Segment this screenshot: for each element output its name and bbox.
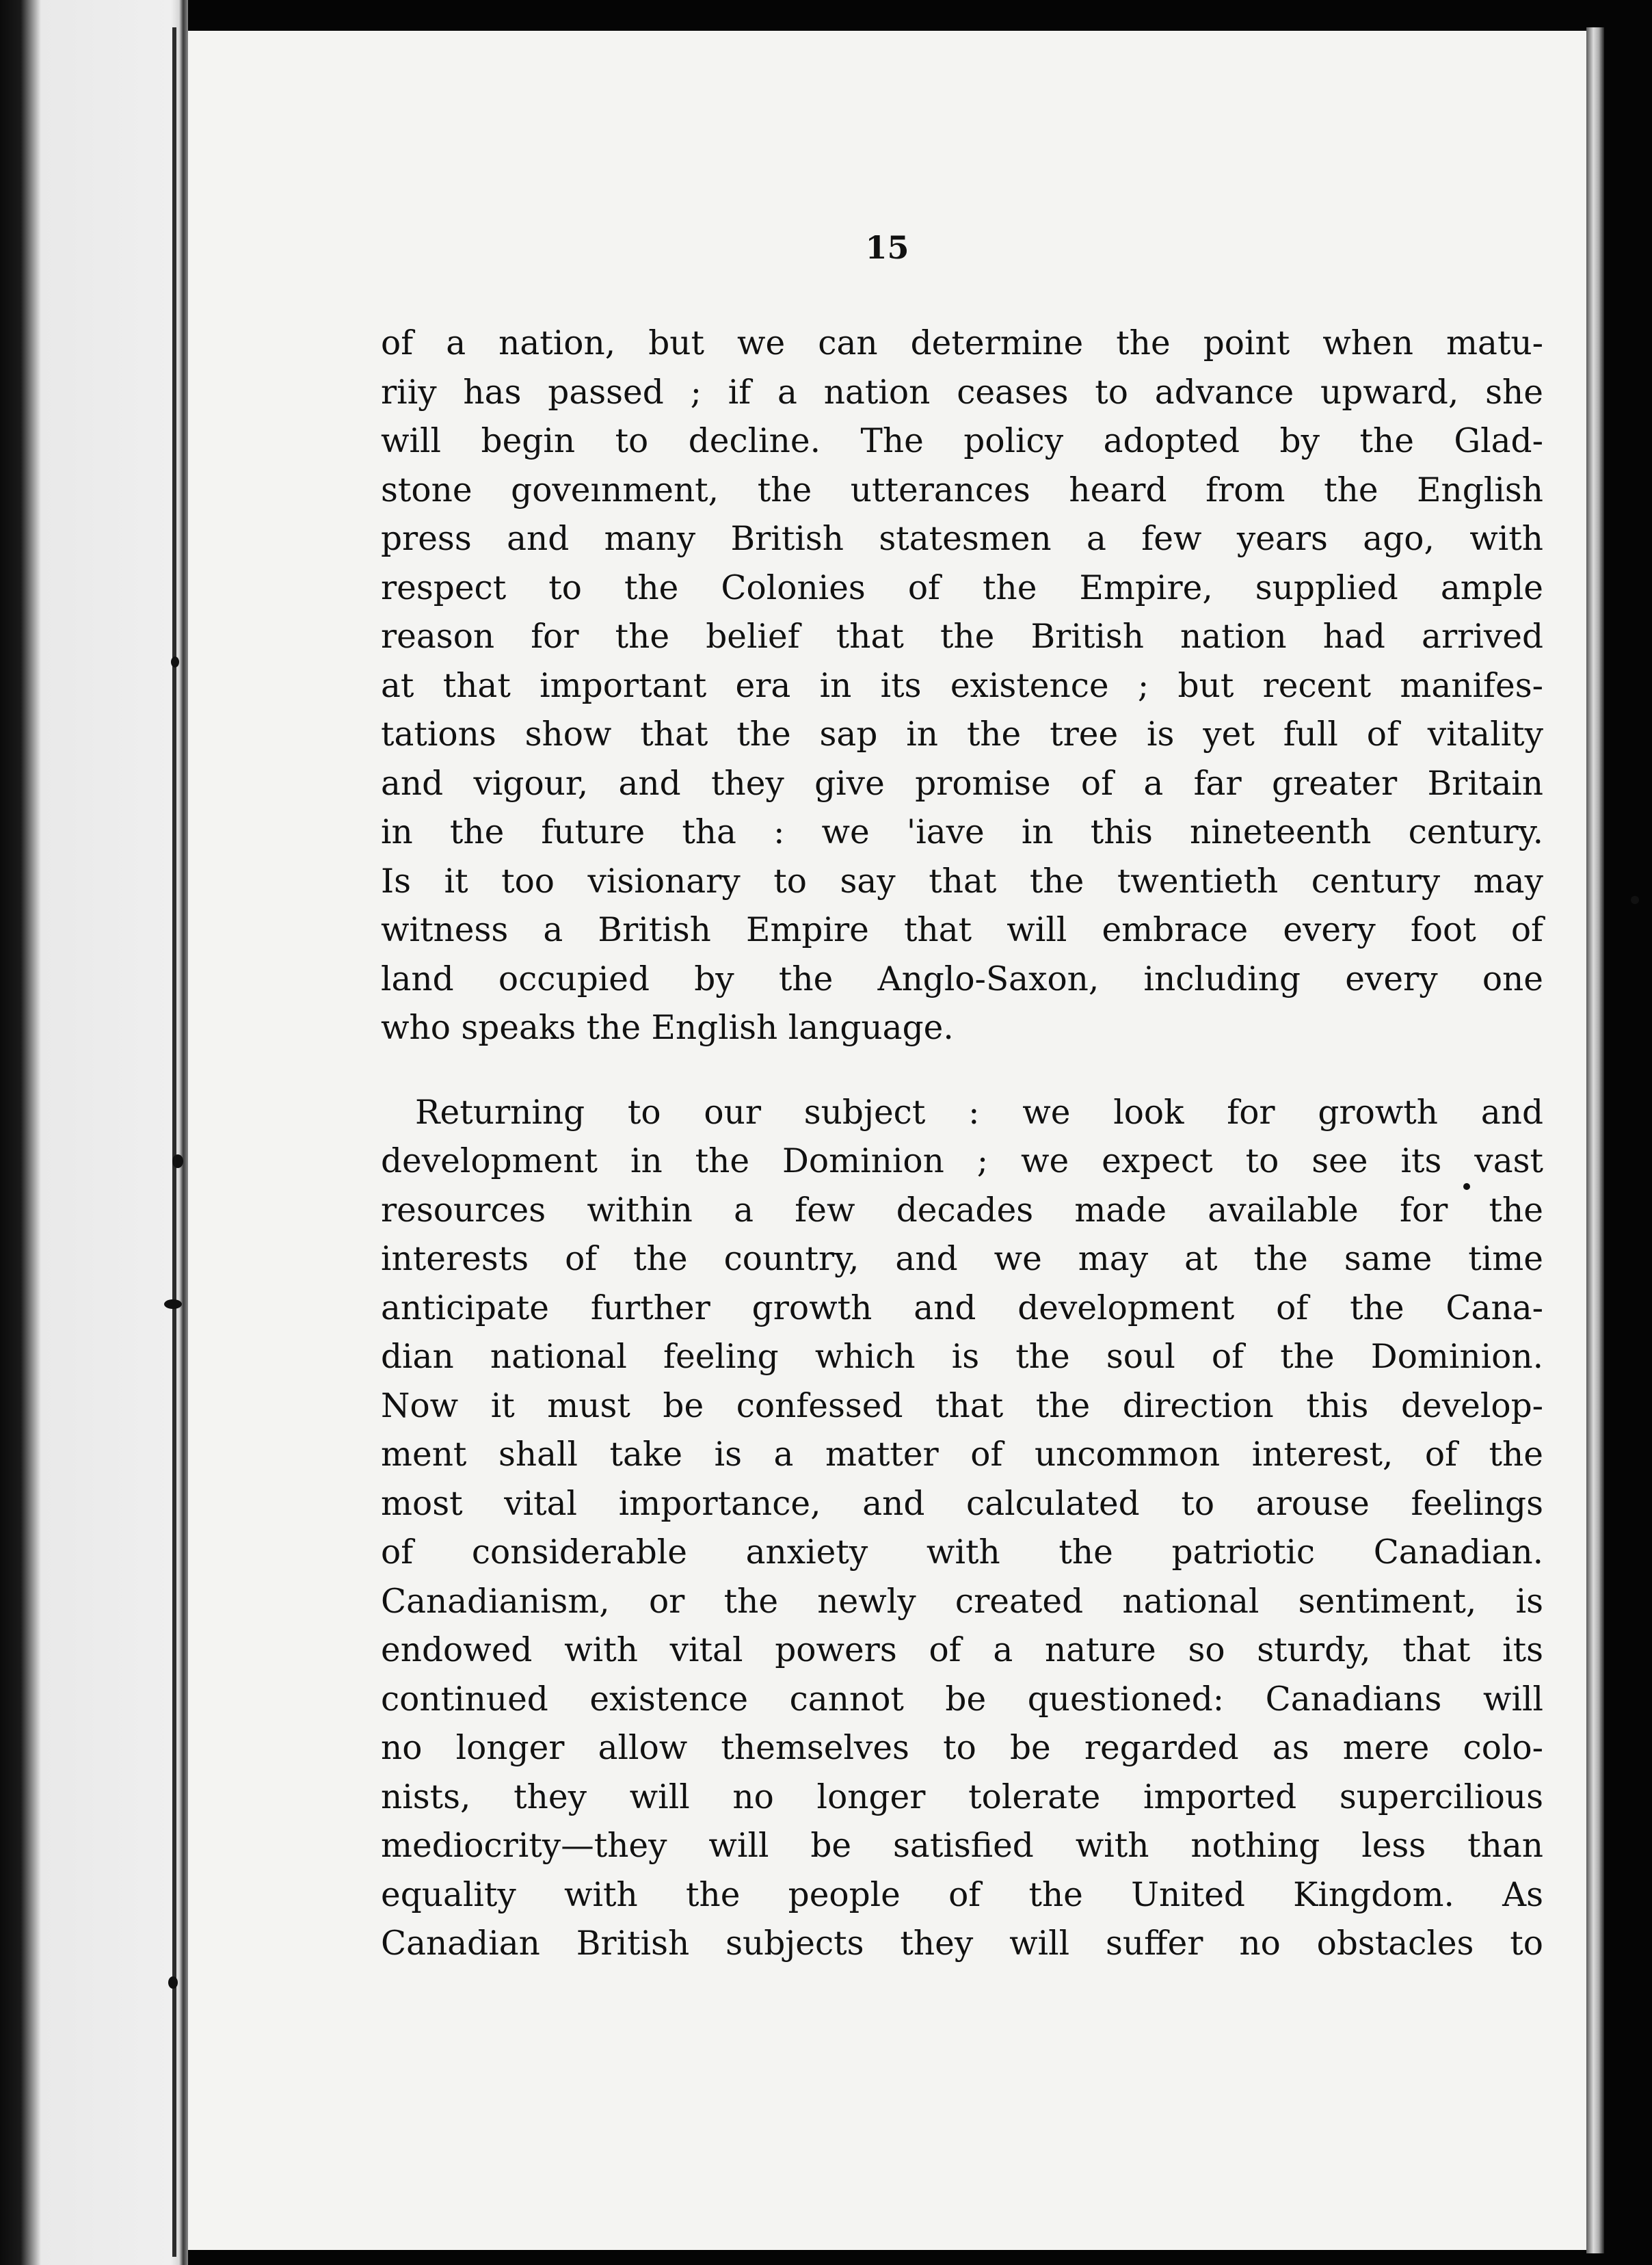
text-line: at that important era in its existence ; but recent manifes- — [381, 666, 1543, 705]
page-body — [381, 319, 1543, 1969]
text-line: nists, they will no longer tolerate imported supercilious — [381, 1777, 1543, 1816]
page-number: 15 — [865, 229, 909, 266]
text-line: land occupied by the Anglo-Saxon, including every one — [381, 959, 1543, 998]
text-line: anticipate further growth and development of the Cana- — [381, 1288, 1543, 1327]
scan-speck — [168, 1976, 178, 1989]
left-page-edge — [0, 0, 188, 2265]
scan-speck — [164, 1299, 182, 1309]
right-page-edge — [1586, 27, 1604, 2253]
text-line: witness a British Empire that will embrace every foot of — [381, 911, 1543, 949]
text-line: respect to the Colonies of the Empire, supplied ample — [381, 568, 1543, 607]
text-line: press and many British statesmen a few years ago, with — [381, 520, 1543, 558]
text-line: ment shall take is a matter of uncommon interest, of the — [381, 1435, 1543, 1474]
text-line: Returning to our subject : we look for growth and — [415, 1093, 1543, 1132]
text-line: resources within a few decades made available for the — [381, 1191, 1543, 1230]
document-page — [188, 31, 1586, 2250]
text-line: interests of the country, and we may at the same time — [381, 1240, 1543, 1278]
paragraph-break — [381, 1053, 1543, 1089]
scan-speck — [171, 657, 179, 667]
text-line: stone goveınment, the utterances heard from the English — [381, 471, 1543, 509]
binding-gutter — [172, 27, 176, 2257]
text-line: will begin to decline. The policy adopted by the Glad- — [381, 422, 1543, 460]
text-line: reason for the belief that the British nation had arrived — [381, 618, 1543, 656]
text-line: equality with the people of the United Kingdom. As — [381, 1875, 1543, 1914]
text-line: no longer allow themselves to be regarded as mere colo- — [381, 1729, 1543, 1767]
text-line: continued existence cannot be questioned: Canadians will — [381, 1680, 1543, 1719]
text-line: riiy has passed ; if a nation ceases to advance upward, she — [381, 373, 1543, 412]
scan-speck — [1631, 896, 1639, 904]
text-line: development in the Dominion ; we expect to see its vast — [381, 1142, 1543, 1180]
text-line: Now it must be confessed that the direction this develop- — [381, 1386, 1543, 1425]
text-line: and vigour, and they give promise of a far greater Britain — [381, 764, 1543, 803]
text-line: in the future tha : we 'iave in this nineteenth century. — [381, 813, 1543, 851]
text-line: who speaks the English language. — [381, 1009, 954, 1047]
text-line: Is it too visionary to say that the twentieth century may — [381, 862, 1543, 901]
text-line: of a nation, but we can determine the point when matu- — [381, 324, 1543, 362]
scan-speck — [1463, 1183, 1470, 1190]
text-line: endowed with vital powers of a nature so sturdy, that its — [381, 1631, 1543, 1669]
text-line: Canadianism, or the newly created national sentiment, is — [381, 1582, 1543, 1621]
text-line: tations show that the sap in the tree is yet full of vitality — [381, 715, 1543, 754]
text-line: of considerable anxiety with the patriotic Canadian. — [381, 1533, 1543, 1572]
text-line: dian national feeling which is the soul of the Dominion. — [381, 1338, 1543, 1376]
scan-speck — [172, 1154, 183, 1168]
text-line: Canadian British subjects they will suffer no obstacles to — [381, 1924, 1543, 1963]
text-line: mediocrity—they will be satisfied with nothing less than — [381, 1827, 1543, 1865]
text-line: most vital importance, and calculated to arouse feelings — [381, 1484, 1543, 1523]
